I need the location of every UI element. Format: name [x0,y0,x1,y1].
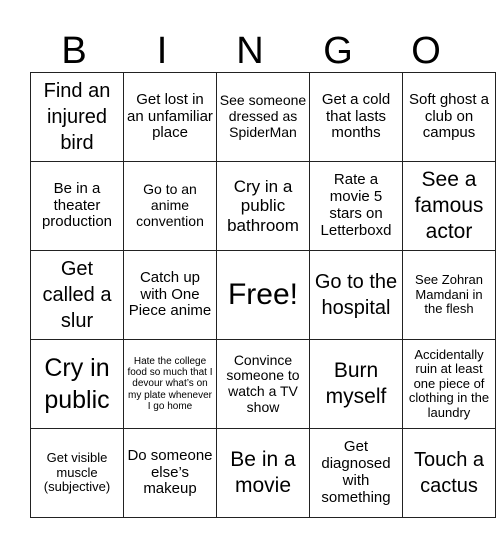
bingo-cell[interactable]: Be in a theater production [31,162,124,251]
bingo-cell[interactable]: See Zohran Mamdani in the flesh [403,251,496,340]
bingo-cell[interactable]: Rate a movie 5 stars on Letterboxd [310,162,403,251]
free-space-cell[interactable]: Free! [217,251,310,340]
header-letter-g: G [323,30,353,72]
bingo-cell[interactable]: Cry in a public bathroom [217,162,310,251]
board-row [31,251,496,340]
bingo-cell[interactable]: Burn myself [310,340,403,429]
bingo-cell[interactable]: Get diagnosed with something [310,429,403,518]
bingo-cell[interactable]: Find an injured bird [31,73,124,162]
bingo-cell[interactable]: Get a cold that lasts months [310,73,403,162]
header-letter-o: O [411,30,441,72]
bingo-cell[interactable]: Get called a slur [31,251,124,340]
board-row [31,73,496,162]
bingo-cell[interactable]: See someone dressed as SpiderMan [217,73,310,162]
header-letter-b: B [61,30,87,72]
board-row [31,340,496,429]
bingo-cell[interactable]: Convince someone to watch a TV show [217,340,310,429]
bingo-cell[interactable]: Cry in public [31,340,124,429]
header-letter-n: N [236,30,264,72]
bingo-cell[interactable]: Be in a movie [217,429,310,518]
bingo-cell[interactable]: Catch up with One Piece anime [124,251,217,340]
bingo-cell[interactable]: Go to an anime convention [124,162,217,251]
bingo-cell[interactable]: Go to the hospital [310,251,403,340]
header-letter-i: I [156,30,168,72]
bingo-board [30,72,496,518]
bingo-cell[interactable]: Accidentally ruin at least one piece of clothing in the laundry [403,340,496,429]
bingo-cell[interactable]: Soft ghost a club on campus [403,73,496,162]
bingo-header [30,30,471,72]
board-row [31,429,496,518]
bingo-cell[interactable]: Hate the college food so much that I devour what’s on my plate whenever I go home [124,340,217,429]
bingo-cell[interactable]: Touch a cactus [403,429,496,518]
bingo-cell[interactable]: Do someone else’s makeup [124,429,217,518]
board-row [31,162,496,251]
bingo-cell[interactable]: See a famous actor [403,162,496,251]
bingo-cell[interactable]: Get lost in an unfamiliar place [124,73,217,162]
bingo-cell[interactable]: Get visible muscle (subjective) [31,429,124,518]
